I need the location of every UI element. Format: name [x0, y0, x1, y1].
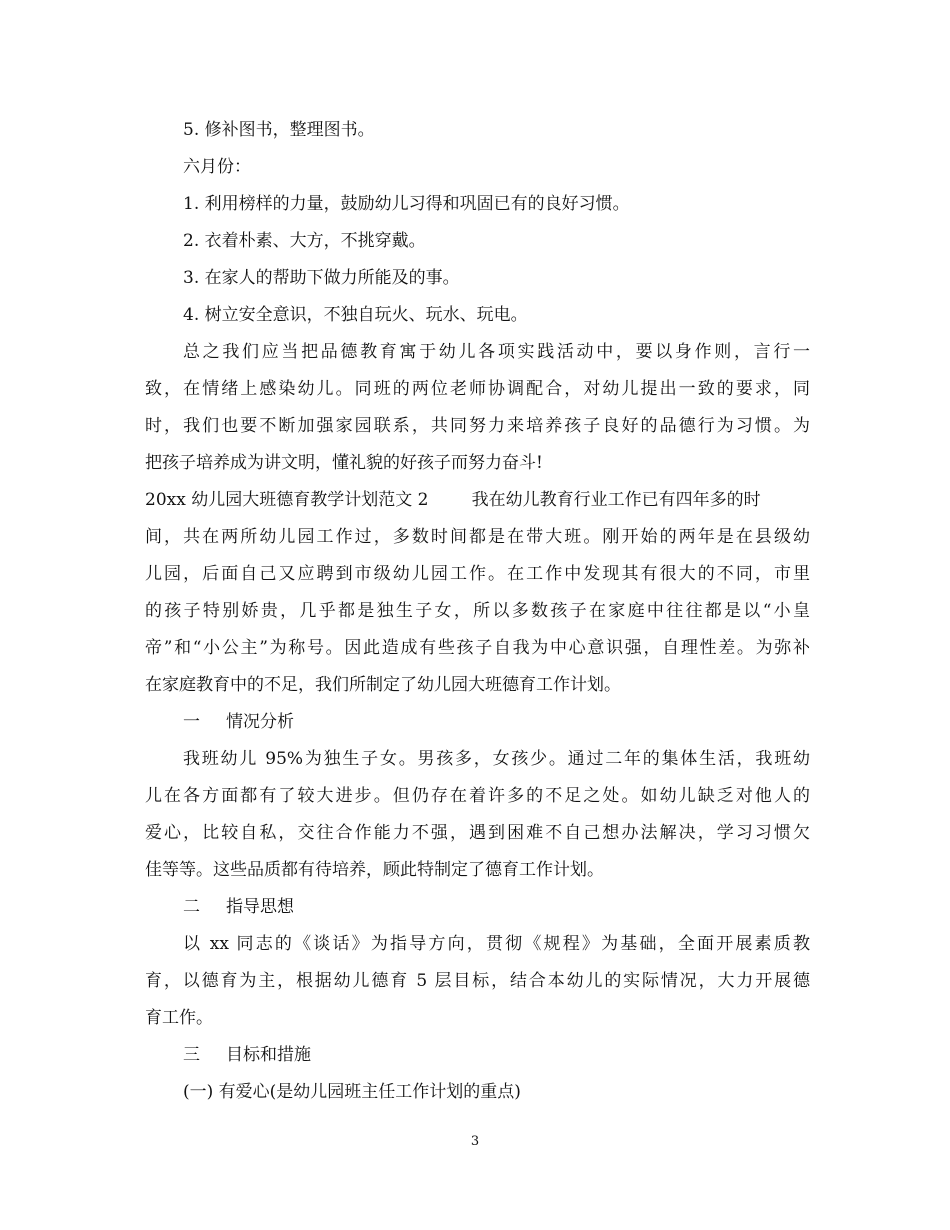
list-item: 4. 树立安全意识，不独自玩火、玩水、玩电。 — [183, 305, 528, 325]
paragraph-line: 时，我们也要不断加强家园联系，共同努力来培养孩子良好的品德行为习惯。为 — [145, 416, 810, 436]
section-title: 目标和措施 — [226, 1045, 311, 1065]
section-title: 指导思想 — [226, 897, 294, 917]
section-number: 一 — [183, 712, 200, 732]
section-number: 二 — [183, 897, 200, 917]
paragraph-line: 育，以德育为主，根据幼儿德育 5 层目标，结合本幼儿的实际情况，大力开展德 — [145, 971, 810, 991]
paragraph-line: 爱心，比较自私，交往合作能力不强，遇到困难不自己想办法解决，学习习惯欠 — [145, 823, 810, 843]
paragraph-line: 帝”和“小公主”为称号。因此造成有些孩子自我为中心意识强，自理性差。为弥补 — [145, 638, 810, 658]
section-heading-june: 六月份： — [183, 157, 251, 177]
paragraph-line: 间，共在两所幼儿园工作过，多数时间都是在带大班。刚开始的两年是在县级幼 — [145, 527, 810, 547]
paragraph-line: 我班幼儿 95%为独生子女。男孩多，女孩少。通过二年的集体生活，我班幼 — [183, 749, 810, 769]
paragraph-line: 以 xx 同志的《谈话》为指导方向，贯彻《规程》为基础，全面开展素质教 — [183, 934, 810, 954]
list-item: 1. 利用榜样的力量，鼓励幼儿习得和巩固已有的良好习惯。 — [183, 194, 630, 214]
paragraph-line: 儿园，后面自己又应聘到市级幼儿园工作。在工作中发现其有很大的不同，市里 — [145, 564, 810, 584]
section-heading — [145, 889, 810, 926]
document-body — [145, 112, 810, 1111]
page-number: 3 — [470, 1134, 480, 1149]
section-heading — [145, 1037, 810, 1074]
paragraph-line: 佳等等。这些品质都有待培养，顾此特制定了德育工作计划。 — [145, 860, 604, 880]
paragraph-line: 总之我们应当把品德教育寓于幼儿各项实践活动中，要以身作则，言行一 — [183, 342, 810, 362]
paragraph-line: 在家庭教育中的不足，我们所制定了幼儿园大班德育工作计划。 — [145, 675, 621, 695]
section-number: 三 — [183, 1045, 200, 1065]
paragraph-line: 的孩子特别娇贵，几乎都是独生子女，所以多数孩子在家庭中往往都是以“小皇 — [145, 601, 810, 621]
paragraph-line: 把孩子培养成为讲文明，懂礼貌的好孩子而努力奋斗! — [145, 453, 543, 473]
article-title-line: 20xx 幼儿园大班德育教学计划范文 2 我在幼儿教育行业工作已有四年多的时 — [145, 490, 761, 510]
section-heading — [145, 704, 810, 741]
subsection-heading: (一) 有爱心(是幼儿园班主任工作计划的重点) — [183, 1082, 521, 1102]
section-title: 情况分析 — [226, 712, 294, 732]
paragraph-line: 育工作。 — [145, 1008, 213, 1028]
list-item: 2. 衣着朴素、大方，不挑穿戴。 — [183, 231, 426, 251]
paragraph-line: 儿在各方面都有了较大进步。但仍存在着许多的不足之处。如幼儿缺乏对他人的 — [145, 786, 810, 806]
list-item: 3. 在家人的帮助下做力所能及的事。 — [183, 268, 460, 288]
list-item: 5. 修补图书，整理图书。 — [183, 120, 375, 140]
paragraph-line: 致，在情绪上感染幼儿。同班的两位老师协调配合，对幼儿提出一致的要求，同 — [145, 379, 810, 399]
